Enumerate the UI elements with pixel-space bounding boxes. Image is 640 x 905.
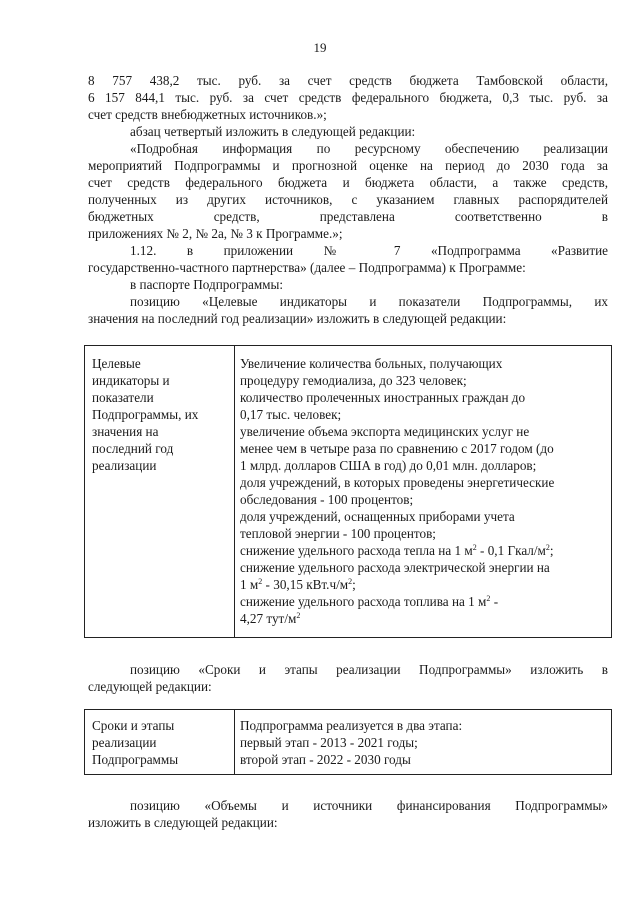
text-line: позицию «Объемы и источники финансирования Подпрограммы» <box>130 798 608 813</box>
paragraph-amendment-instruction: абзац четвертый изложить в следующей редакции: <box>130 124 416 139</box>
text-line: 6 157 844,1 тыс. руб. за счет средств федерального бюджета, 0,3 тыс. руб. за <box>88 90 608 105</box>
cell-line: второй этап - 2022 - 2030 годы <box>240 752 411 767</box>
cell-line: процедуру гемодиализа, до 323 человек; <box>240 373 467 388</box>
text-line: 1.12. в приложении № 7 «Подпрограмма «Развитие <box>130 243 608 258</box>
cell-line: снижение удельного расхода электрической энергии на <box>240 560 550 575</box>
cell-line: индикаторы и <box>92 373 170 388</box>
text-line: 8 757 438,2 тыс. руб. за счет средств бюджета Тамбовской области, <box>88 73 608 88</box>
text-line: изложить в следующей редакции: <box>88 815 278 830</box>
table-divider <box>234 346 235 637</box>
text-line: счет средств внебюджетных источников.»; <box>88 107 327 122</box>
text-line: позицию «Сроки и этапы реализации Подпрограммы» изложить в <box>130 662 608 677</box>
text-line: полученных из других источников, с указанием главных распорядителей <box>88 192 608 207</box>
text-line: приложениях № 2, № 2а, № 3 к Программе.»; <box>88 226 343 241</box>
cell-line: Сроки и этапы <box>92 718 175 733</box>
cell-line: снижение удельного расхода топлива на 1 $м^2$ - <box>240 594 499 609</box>
cell-line: показатели <box>92 390 154 405</box>
cell-line: менее чем в четыре раза по сравнению с 2017 годом (до <box>240 441 554 456</box>
cell-line: Подпрограммы, их <box>92 407 199 422</box>
cell-line: значения на <box>92 424 159 439</box>
cell-line: доля учреждений, оснащенных приборами учета <box>240 509 515 524</box>
text-line: счет средств федерального бюджета и бюджета области, а также средств, <box>88 175 608 190</box>
table-divider <box>234 710 235 774</box>
cell-line: количество пролеченных иностранных граждан до <box>240 390 526 405</box>
text-line: государственно-частного партнерства» (далее – Подпрограмма) к Программе: <box>88 260 526 275</box>
cell-line: первый этап - 2013 - 2021 годы; <box>240 735 418 750</box>
cell-line: снижение удельного расхода тепла на 1 $м^2 - 0,1$ Гкал/$м^2$; <box>240 543 554 558</box>
cell-line: Целевые <box>92 356 141 371</box>
cell-line: обследования - 100 процентов; <box>240 492 414 507</box>
cell-line: 1 $м^2 - 30,15$ $кВт.ч/м^2$; <box>240 577 356 592</box>
cell-line: реализации <box>92 735 157 750</box>
text-line: значения на последний год реализации» изложить в следующей редакции: <box>88 311 507 326</box>
cell-line: 1 млрд. долларов США в год) до 0,01 млн. долларов; <box>240 458 537 473</box>
cell-line: реализации <box>92 458 157 473</box>
page-number: 19 <box>313 40 327 55</box>
text-line: мероприятий Подпрограммы и прогнозной оценке на период до 2030 года за <box>88 158 608 173</box>
cell-line: 4,27 тут/$м^2$ <box>240 611 301 626</box>
paragraph-passport: в паспорте Подпрограммы: <box>130 277 284 292</box>
cell-line: тепловой энергии - 100 процентов; <box>240 526 436 541</box>
cell-line: увеличение объема экспорта медицинских услуг не <box>240 424 530 439</box>
cell-line: доля учреждений, в которых проведены энергетические <box>240 475 555 490</box>
text-line: позицию «Целевые индикаторы и показатели Подпрограммы, их <box>130 294 608 309</box>
text-line: следующей редакции: <box>88 679 212 694</box>
text-line: «Подробная информация по ресурсному обеспечению реализации <box>130 141 608 156</box>
cell-line: Подпрограммы <box>92 752 179 767</box>
text-line: бюджетных средств, представлена соответственно в <box>88 209 608 224</box>
cell-line: Увеличение количества больных, получающих <box>240 356 503 371</box>
cell-line: Подпрограмма реализуется в два этапа: <box>240 718 463 733</box>
cell-line: 0,17 тыс. человек; <box>240 407 342 422</box>
cell-line: последний год <box>92 441 174 456</box>
